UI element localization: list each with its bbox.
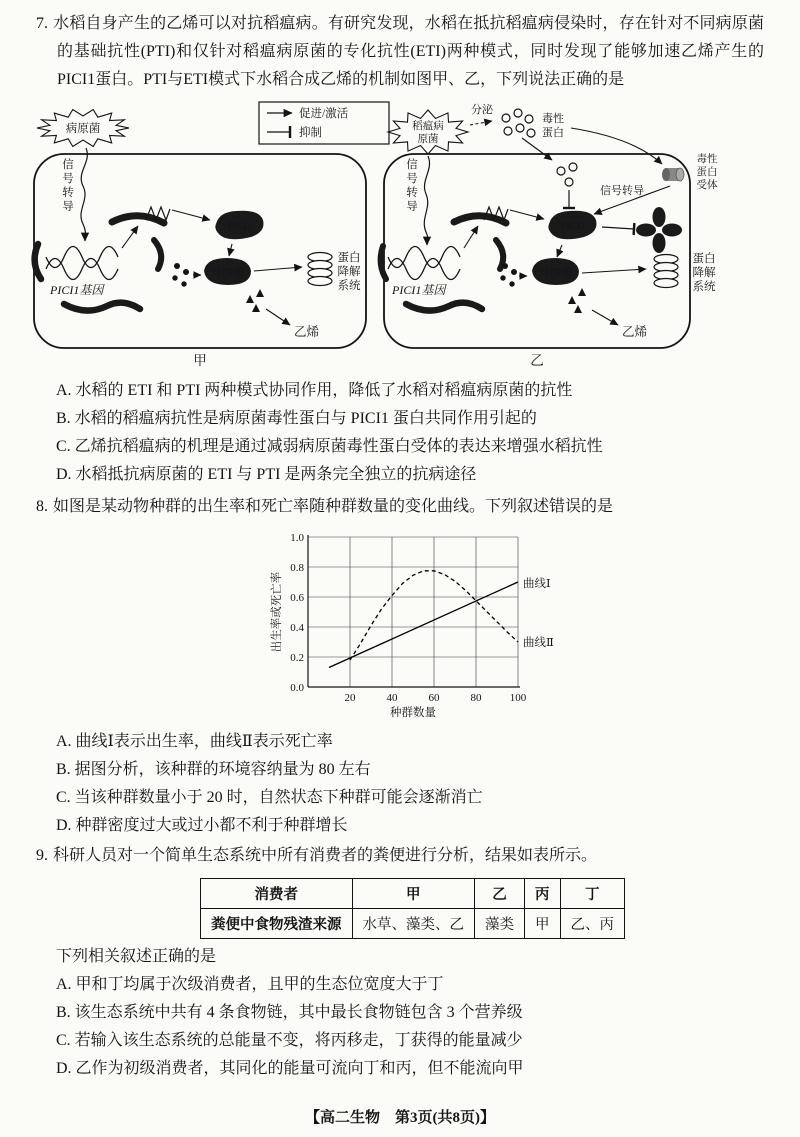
svg-text:号: 号 xyxy=(406,173,418,185)
svg-text:信: 信 xyxy=(406,159,418,171)
q9-option-b: B. 该生态系统中共有 4 条食物链，其中最长食物链包含 3 个营养级 xyxy=(56,1004,523,1021)
q7-figure xyxy=(26,98,764,375)
pathogen-label-line2: 原菌 xyxy=(417,134,439,145)
toxin-receptor-icon xyxy=(662,168,684,181)
y-tick-labels xyxy=(290,532,304,694)
receptor-complex-icon xyxy=(636,207,682,253)
table-cell-ding: 丁 xyxy=(560,879,625,909)
ethylene-label: 乙烯 xyxy=(294,325,320,339)
svg-text:转: 转 xyxy=(406,187,418,199)
table-cell-jia-value: 水草、藻类、乙 xyxy=(352,909,475,939)
q9-number: 9. xyxy=(36,847,48,864)
cell-membrane xyxy=(34,154,366,348)
panel-a xyxy=(34,110,366,369)
table-header-row xyxy=(201,879,625,909)
question-8 xyxy=(36,493,764,840)
svg-text:降解: 降解 xyxy=(337,266,361,278)
substrate-dots-icon xyxy=(500,263,517,287)
degradation-label xyxy=(693,252,716,293)
q9-followup: 下列相关叙述正确的是 xyxy=(56,948,217,965)
q7-option-d: D. 水稻抵抗病原菌的 ETI 与 PTI 是两条完全独立的抗病途径 xyxy=(56,466,477,483)
secrete-label: 分泌 xyxy=(471,104,493,116)
q8-option-b: B. 据图分析，该种群的环境容纳量为 80 左右 xyxy=(56,761,371,778)
table-cell-ding-value: 乙、丙 xyxy=(560,909,625,939)
svg-text:0.8: 0.8 xyxy=(290,562,304,574)
pici1-label: PICI1 xyxy=(560,221,586,232)
svg-text:1.0: 1.0 xyxy=(290,532,304,544)
svg-text:0.4: 0.4 xyxy=(290,622,304,634)
degradation-label xyxy=(338,251,361,292)
table-cell-yi: 乙 xyxy=(475,879,525,909)
mtr-label: MTR酶 xyxy=(211,268,245,279)
ethylene-label: 乙烯 xyxy=(622,325,648,339)
x-tick-labels xyxy=(345,692,527,704)
q9-options xyxy=(56,971,764,1083)
question-7 xyxy=(36,10,764,489)
q8-chart xyxy=(268,527,578,721)
svg-text:蛋白: 蛋白 xyxy=(696,167,718,178)
cell-membrane xyxy=(384,154,690,348)
table-cell-bing: 丙 xyxy=(525,879,561,909)
signal-label-vertical xyxy=(62,157,74,213)
svg-text:系统: 系统 xyxy=(337,280,361,292)
svg-text:蛋白: 蛋白 xyxy=(692,253,716,265)
grid-lines xyxy=(308,537,518,687)
mtr-label: MTR酶 xyxy=(539,268,573,279)
toxin-to-receptor-arrow xyxy=(571,128,662,164)
svg-text:60: 60 xyxy=(428,692,440,704)
panel-b-label: 乙 xyxy=(530,353,544,368)
question-9 xyxy=(36,842,764,1083)
q7-stem-text: 水稻自身产生的乙烯可以对抗稻瘟病。有研究发现，水稻在抵抗稻瘟病侵染时，存在针对不同病原菌的基础抗性(PTI)和仅针对稻瘟病原菌的专化抗性(ETI)两种模式，同时发现了能够加速乙烯产生的PICI1蛋白。PTI与ETI模式下水稻合成乙烯的机制如图甲、乙，下列说法正确的是 xyxy=(53,15,764,88)
q9-option-d: D. 乙作为初级消费者，其同化的能量可流向丁和丙，但不能流向甲 xyxy=(56,1060,524,1077)
pici1-label: PICI1 xyxy=(227,221,253,232)
table-data-row xyxy=(201,909,625,939)
toxin-label-line2: 蛋白 xyxy=(542,127,564,139)
q9-table xyxy=(200,878,625,939)
panel-b xyxy=(381,102,718,368)
signal-label-vertical xyxy=(406,157,418,213)
curve1-label: 曲线Ⅰ xyxy=(523,578,551,590)
pathogen-starburst-icon xyxy=(388,110,468,154)
curve2-label: 曲线Ⅱ xyxy=(523,637,554,649)
substrate-dots-icon xyxy=(172,263,189,287)
q8-options xyxy=(56,728,764,840)
q7-option-b: B. 水稻的稻瘟病抗性是病原菌毒性蛋白与 PICI1 蛋白共同作用引起的 xyxy=(56,410,537,427)
dna-helix-icon xyxy=(388,247,460,280)
pathogen-label: 病原菌 xyxy=(65,123,101,135)
svg-text:受体: 受体 xyxy=(696,180,718,191)
toxin-inside-cell-icon xyxy=(557,163,577,186)
pici1-inhibit-line xyxy=(602,227,634,229)
legend-inhibit-label: 抑制 xyxy=(299,127,322,139)
table-cell-consumer-header: 消费者 xyxy=(201,879,353,909)
q8-option-a: A. 曲线Ⅰ表示出生率，曲线Ⅱ表示死亡率 xyxy=(56,733,333,750)
svg-text:40: 40 xyxy=(386,692,398,704)
toxin-entry-arrow xyxy=(522,138,552,160)
curve-曲线Ⅰ xyxy=(329,582,518,668)
ethylene-precursor-triangles xyxy=(568,288,586,313)
q7-stem xyxy=(36,10,764,94)
svg-text:转: 转 xyxy=(62,187,74,199)
plot-curves xyxy=(329,571,518,668)
svg-text:蛋白: 蛋白 xyxy=(337,252,361,264)
signal-transduction-arrow xyxy=(424,156,429,245)
q8-figure xyxy=(268,527,764,726)
svg-text:20: 20 xyxy=(344,692,356,704)
signal-transduction-arrow xyxy=(81,148,87,241)
table-cell-row-label: 粪便中食物残渣来源 xyxy=(201,909,353,939)
table-cell-bing-value: 甲 xyxy=(525,909,561,939)
q8-number: 8. xyxy=(36,498,48,515)
svg-text:毒性: 毒性 xyxy=(696,154,718,165)
degradation-coil-icon xyxy=(308,253,332,286)
dna-helix-icon xyxy=(46,247,118,280)
pathogen-label-line1: 稻瘟病 xyxy=(412,121,444,132)
q8-option-d: D. 种群密度过大或过小都不利于种群增长 xyxy=(56,817,348,834)
gene-label: PICI1基因 xyxy=(50,283,104,297)
secrete-arrow xyxy=(470,121,492,125)
q9-option-a: A. 甲和丁均属于次级消费者，且甲的生态位宽度大于丁 xyxy=(56,976,444,993)
q7-option-c: C. 乙烯抗稻瘟病的机理是通过减弱病原菌毒性蛋白受体的表达来增强水稻抗性 xyxy=(56,438,603,455)
q7-option-a: A. 水稻的 ETI 和 PTI 两种模式协同作用，降低了水稻对稻瘟病原菌的抗性 xyxy=(56,382,573,399)
svg-text:0.6: 0.6 xyxy=(290,592,304,604)
svg-text:0.2: 0.2 xyxy=(290,652,304,664)
legend-promote-label: 促进/激活 xyxy=(299,108,349,120)
diagram-legend xyxy=(259,102,389,144)
q7-diagram xyxy=(26,98,726,370)
q7-number: 7. xyxy=(36,15,48,32)
svg-text:导: 导 xyxy=(62,201,74,213)
q8-stem xyxy=(36,493,764,521)
q9-stem-text: 科研人员对一个简单生态系统中所有消费者的粪便进行分析，结果如表所示。 xyxy=(53,847,598,864)
svg-text:系统: 系统 xyxy=(692,281,716,293)
q7-options xyxy=(56,377,764,489)
degradation-coil-icon xyxy=(654,255,678,288)
ethylene-precursor-triangles xyxy=(246,289,264,312)
svg-text:降解: 降解 xyxy=(692,267,716,279)
svg-text:0.0: 0.0 xyxy=(290,682,304,694)
y-axis-label: 出生率或死亡率 xyxy=(271,571,283,653)
svg-text:80: 80 xyxy=(470,692,482,704)
x-axis-label: 种群数量 xyxy=(390,707,436,719)
q9-stem xyxy=(36,842,764,870)
table-cell-yi-value: 藻类 xyxy=(475,909,525,939)
receptor-label xyxy=(697,152,718,191)
toxin-label-line1: 毒性 xyxy=(542,113,564,125)
table-cell-jia: 甲 xyxy=(352,879,475,909)
svg-text:100: 100 xyxy=(509,692,527,704)
page-footer: 【高二生物 第3页(共8页)】 xyxy=(305,1110,495,1126)
axes xyxy=(308,535,520,687)
q8-stem-text: 如图是某动物种群的出生率和死亡率随种群数量的变化曲线。下列叙述错误的是 xyxy=(53,498,614,515)
panel-a-label: 甲 xyxy=(193,353,207,368)
svg-text:号: 号 xyxy=(62,173,74,185)
q8-option-c: C. 当该种群数量小于 20 时，自然状态下种群可能会逐渐消亡 xyxy=(56,789,483,806)
svg-text:导: 导 xyxy=(406,201,418,213)
q9-option-c: C. 若输入该生态系统的总能量不变，将丙移走，丁获得的能量减少 xyxy=(56,1032,523,1049)
toxin-proteins-icon xyxy=(502,109,535,137)
signal-transduction-label: 信号转导 xyxy=(600,185,644,197)
gene-label: PICI1基因 xyxy=(392,283,446,297)
svg-text:信: 信 xyxy=(62,159,74,171)
